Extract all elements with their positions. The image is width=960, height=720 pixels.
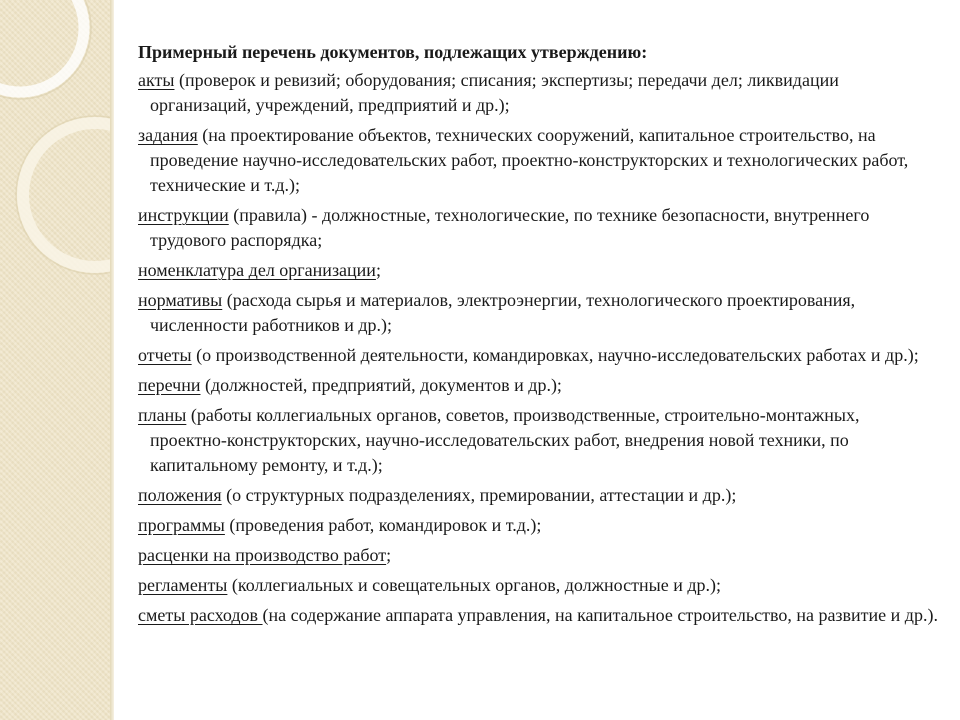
list-item-term: перечни xyxy=(138,375,201,395)
list-item-description: (на проектирование объектов, технических сооружений, капитальное строительство, на проведение научно-исследовательских работ, проектно-конструкторских и технологических работ, технические и т.д.); xyxy=(150,125,909,195)
ring-large xyxy=(0,0,84,92)
list-item xyxy=(138,483,938,508)
list-item-description: (правила) - должностные, технологические, по технике безопасности, внутреннего трудового распорядка; xyxy=(150,205,870,250)
list-item-description: (проверок и ревизий; оборудования; списания; экспертизы; передачи дел; ликвидации организаций, учреждений, предприятий и др.); xyxy=(150,70,839,115)
list-item xyxy=(138,573,938,598)
list-item xyxy=(138,123,938,198)
list-item xyxy=(138,603,938,628)
list-item xyxy=(138,343,938,368)
list-item-description: ; xyxy=(375,260,381,280)
ring-lower-shadow xyxy=(16,116,110,274)
list-item-description: (должностей, предприятий, документов и др.); xyxy=(200,375,562,395)
list-item-description: (о структурных подразделениях, премировании, аттестации и др.); xyxy=(221,485,737,505)
list-item-term: отчеты xyxy=(138,345,192,365)
list-item-term: акты xyxy=(138,70,175,90)
slide-title: Примерный перечень документов, подлежащих утверждению: xyxy=(138,42,648,62)
list-item xyxy=(138,68,938,118)
list-item-term: расценки на производство работ xyxy=(138,545,387,565)
list-item-term: регламенты xyxy=(138,575,228,595)
decorative-rings xyxy=(0,0,110,720)
list-item-term: задания xyxy=(138,125,198,145)
list-item xyxy=(138,543,938,568)
list-item xyxy=(138,403,938,478)
list-item-term: нормативы xyxy=(138,290,223,310)
list-item-description: (о производственной деятельности, командировках, научно-исследовательских работах и др.); xyxy=(191,345,919,365)
list-item-description: (на содержание аппарата управления, на капитальное строительство, на развитие и др.). xyxy=(262,605,938,625)
list-item-description: (коллегиальных и совещательных органов, должностные и др.); xyxy=(227,575,721,595)
document-list xyxy=(138,68,938,628)
list-item-term: инструкции xyxy=(138,205,229,225)
list-item-term: сметы расходов xyxy=(138,605,263,625)
list-item xyxy=(138,373,938,398)
side-band-edge xyxy=(110,0,114,720)
list-item-term: номенклатура дел организации xyxy=(138,260,376,280)
list-item-description: ; xyxy=(386,545,392,565)
list-item-term: положения xyxy=(138,485,222,505)
list-item-term: программы xyxy=(138,515,225,535)
list-item-description: (проведения работ, командировок и т.д.); xyxy=(224,515,542,535)
ring-lower xyxy=(23,123,110,267)
list-item xyxy=(138,258,938,283)
list-item xyxy=(138,513,938,538)
list-item-description: (работы коллегиальных органов, советов, производственные, строительно-монтажных, проектно-конструкторских, научно-исследовательских работ, внедрения новой техники, по капитальному ремонту, и т.д.); xyxy=(150,405,860,475)
list-item xyxy=(138,203,938,253)
list-item-description: (расхода сырья и материалов, электроэнергии, технологического проектирования, численности работников и др.); xyxy=(150,290,856,335)
slide-content xyxy=(138,40,938,633)
list-item xyxy=(138,288,938,338)
list-item-term: планы xyxy=(138,405,187,425)
decorative-side-band xyxy=(0,0,110,720)
